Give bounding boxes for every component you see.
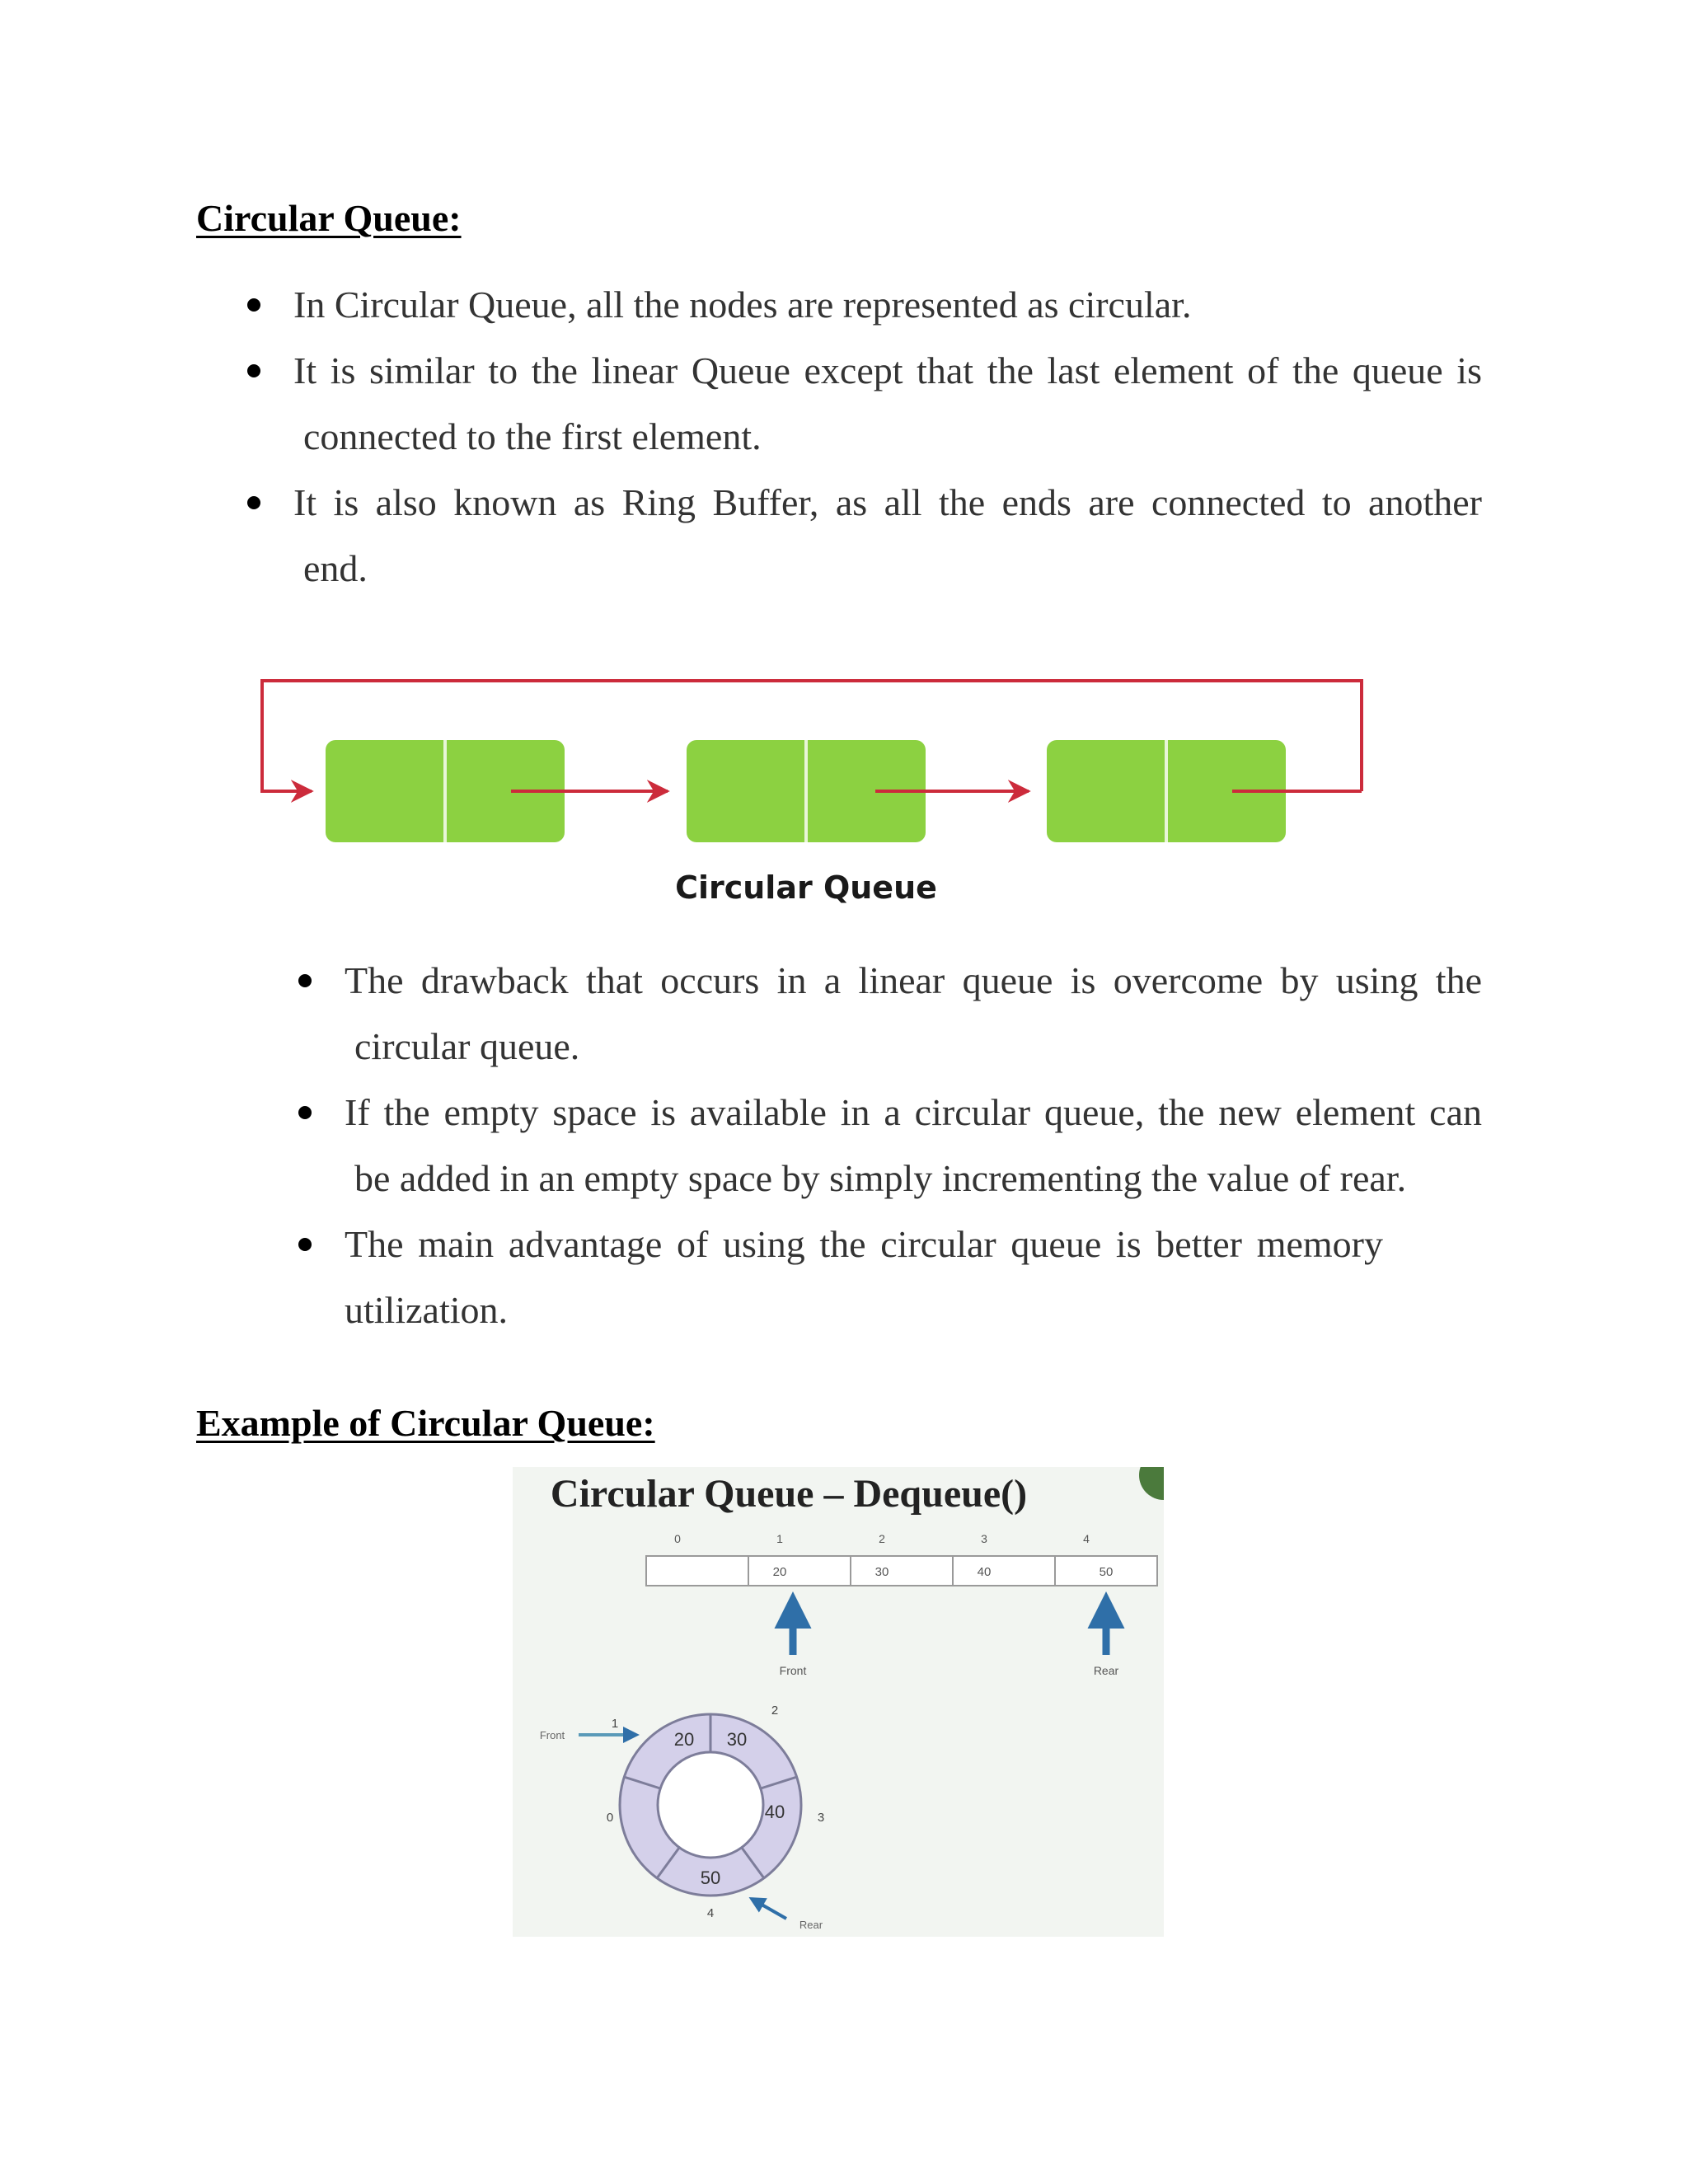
figure-title: Circular Queue – Dequeue() — [550, 1472, 1028, 1516]
list-item — [196, 272, 1482, 338]
list-item — [196, 338, 1482, 470]
ring-index-label: 3 — [817, 1811, 825, 1825]
bullet-text: It is similar to the linear Queue except that the last element of the queue is — [293, 349, 1482, 391]
array-cell-value: 40 — [977, 1565, 992, 1579]
list-item — [196, 1212, 1482, 1343]
array-index-label: 3 — [981, 1532, 987, 1545]
rear-label: Rear — [1093, 1664, 1119, 1677]
figure-background — [513, 1467, 1164, 1937]
bullet-text: The drawback that occurs in a linear queue is overcome by using the — [345, 959, 1482, 1001]
circular-queue-diagram — [247, 659, 1401, 923]
bullet-text-continuation: circular queue. — [354, 1025, 580, 1067]
ring-index-label: 1 — [611, 1717, 619, 1731]
ring-cell-value: 20 — [673, 1729, 695, 1750]
ring-index-label: 0 — [606, 1811, 614, 1825]
array-index-label: 2 — [879, 1532, 885, 1545]
front-label: Front — [779, 1664, 807, 1677]
bullet-icon — [247, 496, 260, 509]
bullet-text-continuation: be added in an empty space by simply incrementing the value of rear. — [354, 1157, 1407, 1199]
list-item — [196, 470, 1482, 602]
circular-queue-dequeue-figure — [513, 1467, 1164, 1937]
array-index-label: 0 — [674, 1532, 681, 1545]
array-cell-value: 30 — [874, 1565, 889, 1579]
bullet-icon — [298, 1106, 312, 1119]
array-index-label: 4 — [1083, 1532, 1090, 1545]
bullet-text: The main advantage of using the circular queue is better memory — [345, 1223, 1383, 1265]
linear-array — [646, 1556, 1157, 1586]
bullet-text-continuation: utilization. — [345, 1289, 509, 1331]
bullet-list-definition — [196, 272, 1482, 602]
bullet-text: In Circular Queue, all the nodes are represented as circular. — [293, 284, 1192, 326]
ring-index-label: 4 — [706, 1906, 715, 1920]
diagram-caption: Circular Queue — [675, 869, 937, 906]
ring-cell-value: 30 — [726, 1729, 748, 1750]
bullet-text-continuation: connected to the first element. — [303, 415, 762, 457]
bullet-icon — [298, 1238, 312, 1251]
bullet-text: It is also known as Ring Buffer, as all the ends are connected to another — [293, 481, 1482, 523]
array-index-label: 1 — [776, 1532, 783, 1545]
section-heading-example: Example of Circular Queue: — [196, 1402, 655, 1444]
ring-cell-value: 50 — [700, 1868, 721, 1888]
bullet-list-properties — [196, 948, 1482, 1343]
bullet-text: If the empty space is available in a circular queue, the new element can — [345, 1091, 1482, 1133]
list-item — [196, 948, 1482, 1080]
array-cell-value: 50 — [1099, 1565, 1114, 1579]
ring-front-label: Front — [539, 1729, 565, 1741]
bullet-icon — [298, 974, 312, 987]
ring-cell-value: 40 — [764, 1802, 785, 1822]
section-heading-circular-queue: Circular Queue: — [196, 197, 462, 239]
list-item — [196, 1080, 1482, 1212]
ring-index-label: 2 — [771, 1704, 779, 1718]
bullet-icon — [247, 298, 260, 312]
bullet-icon — [247, 364, 260, 377]
ring-rear-label: Rear — [799, 1919, 823, 1931]
bullet-text-continuation: end. — [303, 547, 368, 589]
array-cell-value: 20 — [772, 1565, 787, 1579]
